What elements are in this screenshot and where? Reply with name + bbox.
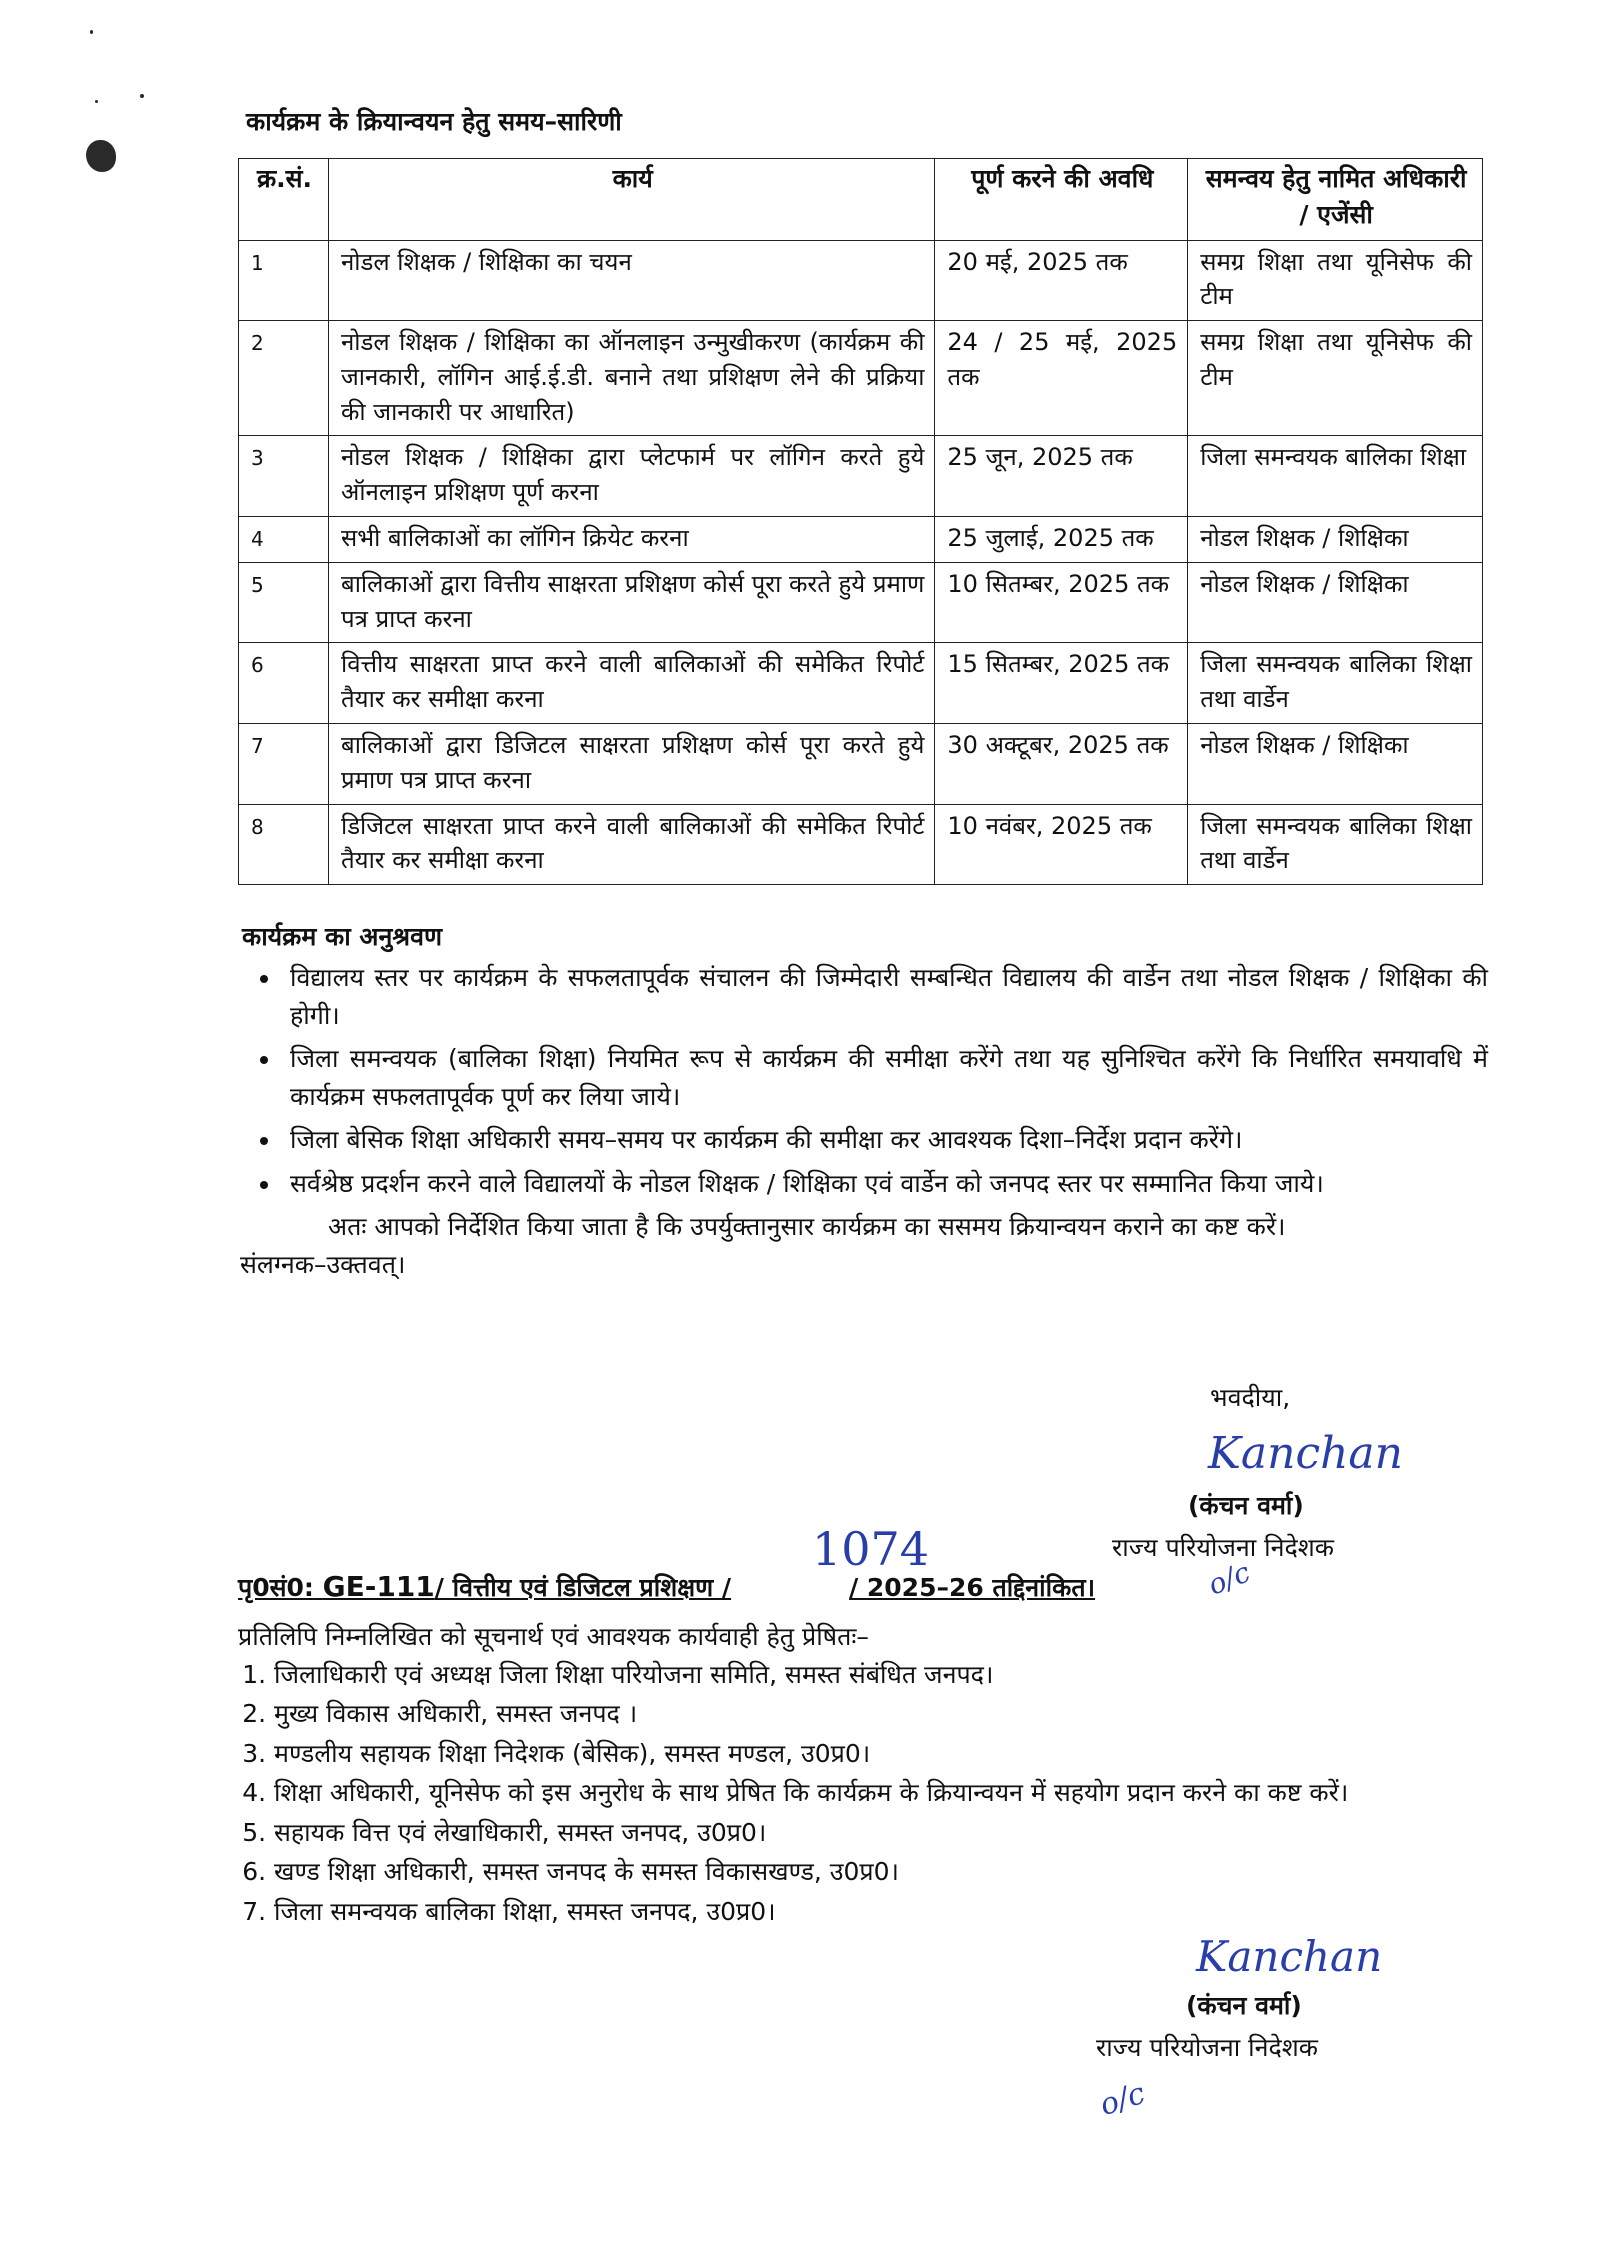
table-row [239,562,1483,643]
cell-agency: समग्र शिक्षा तथा यूनिसेफ की टीम [1188,240,1483,321]
list-item: • सर्वश्रेष्ठ प्रदर्शन करने वाले विद्यालयों के नोडल शिक्षक / शिक्षिका एवं वार्डेन को जनपद स्तर पर सम्मानित किया जाये। [282,1165,1488,1203]
cell-agency: जिला समन्वयक बालिका शिक्षा तथा वार्डेन [1188,804,1483,885]
reference-suffix: / 2025–26 तद्दिनांकित। [849,1573,1096,1602]
table-row [239,321,1483,436]
oc-mark: o/c [1203,1555,1255,1602]
cell-serial: 1 [239,240,329,321]
table-row [239,804,1483,885]
list-item: • जिला समन्वयक (बालिका शिक्षा) नियमित रूप से कार्यक्रम की समीक्षा करेंगे तथा यह सुनिश्चित करेंगे कि निर्धारित समयावधि में कार्यक्रम सफलतापूर्वक पूर्ण कर लिया जाये। [282,1040,1488,1115]
oc-mark: o/c [1095,2075,1150,2124]
cell-deadline: 25 जून, 2025 तक [935,436,1188,517]
signatory-name: (कंचन वर्मा) [1188,1491,1304,1520]
cell-deadline: 15 सितम्बर, 2025 तक [935,643,1188,724]
reference-code: GE-111 [322,1570,435,1603]
cell-serial: 8 [239,804,329,885]
cell-task: नोडल शिक्षक / शिक्षिका द्वारा प्लेटफार्म पर लॉगिन करते हुये ऑनलाइन प्रशिक्षण पूर्ण करना [328,436,934,517]
table-row [239,724,1483,805]
reference-prefix: पृ0सं0: [238,1573,314,1602]
cell-agency: नोडल शिक्षक / शिक्षिका [1188,517,1483,563]
dispatch-number: 1074 [812,1522,930,1576]
schedule-heading: कार्यक्रम के क्रियान्वयन हेतु समय–सारिणी [246,107,622,136]
list-item: 3. मण्डलीय सहायक शिक्षा निदेशक (बेसिक), समस्त मण्डल, उ0प्र0। [274,1735,1453,1773]
signature: Kanchan [1208,1428,1403,1479]
header-serial: क्र.सं. [239,159,329,241]
cell-deadline: 30 अक्टूबर, 2025 तक [935,724,1188,805]
scan-speck [140,94,144,98]
table-row [239,436,1483,517]
cell-deadline: 25 जुलाई, 2025 तक [935,517,1188,563]
cell-task: डिजिटल साक्षरता प्राप्त करने वाली बालिकाओं की समेकित रिपोर्ट तैयार कर समीक्षा करना [328,804,934,885]
table-row [239,517,1483,563]
cell-serial: 7 [239,724,329,805]
signatory-designation: राज्य परियोजना निदेशक [1096,2033,1318,2062]
table-row [239,240,1483,321]
table-row [239,643,1483,724]
header-agency: समन्वय हेतु नामित अधिकारी / एजेंसी [1188,159,1483,241]
enclosure-note: संलग्नक–उक्तवत्। [240,1249,406,1279]
cell-agency: नोडल शिक्षक / शिक्षिका [1188,724,1483,805]
cell-serial: 6 [239,643,329,724]
cell-deadline: 10 नवंबर, 2025 तक [935,804,1188,885]
cell-deadline: 10 सितम्बर, 2025 तक [935,562,1188,643]
cell-task: नोडल शिक्षक / शिक्षिका का ऑनलाइन उन्मुखीकरण (कार्यक्रम की जानकारी, लॉगिन आई.ई.डी. बनाने तथा प्रशिक्षण लेने की प्रक्रिया की जानकारी पर आधारित) [328,321,934,436]
copy-list [238,1656,1453,1931]
list-item: • विद्यालय स्तर पर कार्यक्रम के सफलतापूर्वक संचालन की जिम्मेदारी सम्बन्धित विद्यालय की वार्डेन तथा नोडल शिक्षक / शिक्षिका की होगी। [282,959,1488,1034]
signatory-designation: राज्य परियोजना निदेशक [1112,1533,1334,1562]
cell-agency: जिला समन्वयक बालिका शिक्षा तथा वार्डेन [1188,643,1483,724]
reference-line [238,1570,1095,1604]
cell-task: बालिकाओं द्वारा डिजिटल साक्षरता प्रशिक्षण कोर्स पूरा करते हुये प्रमाण पत्र प्राप्त करना [328,724,934,805]
cell-agency: जिला समन्वयक बालिका शिक्षा [1188,436,1483,517]
scan-speck [90,30,93,34]
table-header-row [239,159,1483,241]
copy-distribution [238,1618,1453,1932]
list-item: • जिला बेसिक शिक्षा अधिकारी समय–समय पर कार्यक्रम की समीक्षा कर आवश्यक दिशा–निर्देश प्रदान करेंगे। [282,1121,1488,1159]
cell-task: नोडल शिक्षक / शिक्षिका का चयन [328,240,934,321]
cell-deadline: 24 / 25 मई, 2025 तक [935,321,1188,436]
cell-serial: 3 [239,436,329,517]
document-body [238,104,1488,1283]
header-deadline: पूर्ण करने की अवधि [935,159,1188,241]
header-task: कार्य [328,159,934,241]
cell-serial: 2 [239,321,329,436]
signatory-name: (कंचन वर्मा) [1186,1991,1302,2020]
cell-deadline: 20 मई, 2025 तक [935,240,1188,321]
list-item: 4. शिक्षा अधिकारी, यूनिसेफ को इस अनुरोध के साथ प्रेषित कि कार्यक्रम के क्रियान्वयन में सहयोग प्रदान करने का कष्ट करें। [274,1774,1453,1812]
cell-serial: 4 [239,517,329,563]
reference-middle: / वित्तीय एवं डिजिटल प्रशिक्षण / [434,1573,732,1602]
signature: Kanchan [1196,1932,1383,1981]
closing-paragraph: अतः आपको निर्देशित किया जाता है कि उपर्युक्तानुसार कार्यक्रम का ससमय क्रियान्वयन कराने का कष्ट करें। [328,1212,1286,1242]
cell-agency: नोडल शिक्षक / शिक्षिका [1188,562,1483,643]
copy-intro: प्रतिलिपि निम्नलिखित को सूचनार्थ एवं आवश्यक कार्यवाही हेतु प्रेषितः– [238,1622,869,1651]
cell-task: बालिकाओं द्वारा वित्तीय साक्षरता प्रशिक्षण कोर्स पूरा करते हुये प्रमाण पत्र प्राप्त करना [328,562,934,643]
scan-speck [95,100,98,103]
list-item: 2. मुख्य विकास अधिकारी, समस्त जनपद । [274,1695,1453,1733]
monitoring-list [238,959,1488,1202]
list-item: 5. सहायक वित्त एवं लेखाधिकारी, समस्त जनपद, उ0प्र0। [274,1814,1453,1852]
cell-serial: 5 [239,562,329,643]
cell-agency: समग्र शिक्षा तथा यूनिसेफ की टीम [1188,321,1483,436]
scan-speck [86,140,116,172]
schedule-table [238,158,1483,885]
list-item: 7. जिला समन्वयक बालिका शिक्षा, समस्त जनपद, उ0प्र0। [274,1893,1453,1931]
list-item: 6. खण्ड शिक्षा अधिकारी, समस्त जनपद के समस्त विकासखण्ड, उ0प्र0। [274,1853,1453,1891]
cell-task: सभी बालिकाओं का लॉगिन क्रियेट करना [328,517,934,563]
cell-task: वित्तीय साक्षरता प्राप्त करने वाली बालिकाओं की समेकित रिपोर्ट तैयार कर समीक्षा करना [328,643,934,724]
monitoring-title: कार्यक्रम का अनुश्रवण [242,922,443,952]
list-item: 1. जिलाधिकारी एवं अध्यक्ष जिला शिक्षा परियोजना समिति, समस्त संबंधित जनपद। [274,1656,1453,1694]
salutation: भवदीया, [1210,1383,1291,1412]
